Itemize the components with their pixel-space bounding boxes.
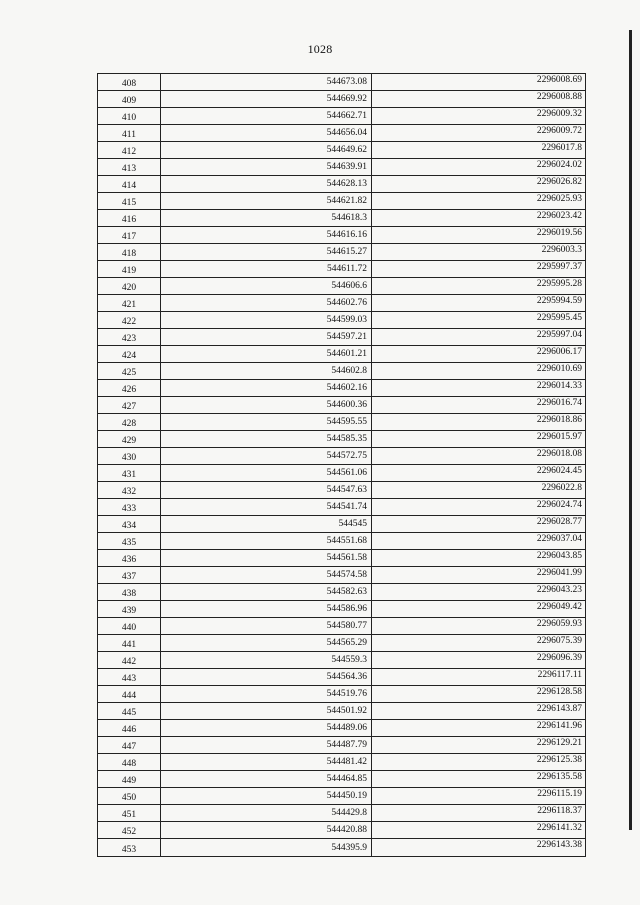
y-coordinate-cell: 2296014.33 (536, 381, 582, 391)
y-coordinate-cell: 2296015.97 (536, 432, 582, 442)
point-number-cell: 448 (98, 754, 161, 770)
x-coordinate-cell: 544611.72 (161, 261, 372, 277)
point-number-cell: 413 (98, 159, 161, 175)
point-number-cell: 443 (98, 669, 161, 685)
x-coordinate-cell: 544673.08 (161, 74, 372, 90)
y-coordinate-cell: 2296024.02 (536, 160, 582, 170)
point-number-cell: 437 (98, 567, 161, 583)
table-row (98, 839, 585, 856)
table-row (98, 635, 585, 652)
x-coordinate-cell: 544561.58 (161, 550, 372, 566)
x-coordinate-cell: 544487.79 (161, 737, 372, 753)
table-row (98, 193, 585, 210)
point-number-cell: 442 (98, 652, 161, 668)
point-number-cell: 449 (98, 771, 161, 787)
point-number-cell: 441 (98, 635, 161, 651)
x-coordinate-cell: 544547.63 (161, 482, 372, 498)
table-row (98, 465, 585, 482)
y-coordinate-cell: 2296017.8 (541, 143, 582, 153)
y-coordinate-cell: 2296016.74 (536, 398, 582, 408)
y-coordinate-cell: 2296143.38 (536, 840, 582, 850)
y-coordinate-cell: 2296018.08 (536, 449, 582, 459)
table-row (98, 346, 585, 363)
point-number-cell: 429 (98, 431, 161, 447)
table-row (98, 244, 585, 261)
y-coordinate-cell: 2295997.37 (536, 262, 582, 272)
y-coordinate-cell: 2296096.39 (536, 653, 582, 663)
table-row (98, 618, 585, 635)
table-row (98, 159, 585, 176)
table-row (98, 414, 585, 431)
point-number-cell: 446 (98, 720, 161, 736)
point-number-cell: 436 (98, 550, 161, 566)
y-coordinate-cell: 2296118.37 (537, 806, 582, 816)
table-row (98, 533, 585, 550)
point-number-cell: 435 (98, 533, 161, 549)
table-row (98, 567, 585, 584)
y-coordinate-cell: 2296024.74 (536, 500, 582, 510)
table-row (98, 550, 585, 567)
point-number-cell: 411 (98, 125, 161, 141)
x-coordinate-cell: 544621.82 (161, 193, 372, 209)
point-number-cell: 438 (98, 584, 161, 600)
x-coordinate-cell: 544489.06 (161, 720, 372, 736)
point-number-cell: 428 (98, 414, 161, 430)
table-row (98, 295, 585, 312)
x-coordinate-cell: 544464.85 (161, 771, 372, 787)
x-coordinate-cell: 544616.16 (161, 227, 372, 243)
point-number-cell: 444 (98, 686, 161, 702)
point-number-cell: 425 (98, 363, 161, 379)
table-row (98, 482, 585, 499)
y-coordinate-cell: 2296037.04 (536, 534, 582, 544)
y-coordinate-cell: 2296043.85 (536, 551, 582, 561)
point-number-cell: 409 (98, 91, 161, 107)
x-coordinate-cell: 544564.36 (161, 669, 372, 685)
point-number-cell: 451 (98, 805, 161, 821)
x-coordinate-cell: 544656.04 (161, 125, 372, 141)
table-row (98, 397, 585, 414)
y-coordinate-cell: 2296024.45 (536, 466, 582, 476)
x-coordinate-cell: 544669.92 (161, 91, 372, 107)
x-coordinate-cell: 544561.06 (161, 465, 372, 481)
table-row (98, 261, 585, 278)
y-coordinate-cell: 2296003.3 (541, 245, 582, 255)
point-number-cell: 416 (98, 210, 161, 226)
table-row (98, 584, 585, 601)
table-row (98, 737, 585, 754)
y-coordinate-cell: 2295995.28 (536, 279, 582, 289)
y-coordinate-cell: 2296008.88 (536, 92, 582, 102)
y-coordinate-cell: 2296041.99 (536, 568, 582, 578)
table-row (98, 74, 585, 91)
y-coordinate-cell: 2296022.8 (541, 483, 582, 493)
point-number-cell: 420 (98, 278, 161, 294)
y-coordinate-cell: 2295997.04 (536, 330, 582, 340)
point-number-cell: 410 (98, 108, 161, 124)
x-coordinate-cell: 544545 (161, 516, 372, 532)
point-number-cell: 418 (98, 244, 161, 260)
point-number-cell: 422 (98, 312, 161, 328)
table-row (98, 669, 585, 686)
table-row (98, 448, 585, 465)
point-number-cell: 421 (98, 295, 161, 311)
x-coordinate-cell: 544597.21 (161, 329, 372, 345)
table-row (98, 312, 585, 329)
x-coordinate-cell: 544420.88 (161, 822, 372, 838)
y-coordinate-cell: 2296008.69 (536, 75, 582, 85)
y-coordinate-cell: 2296009.72 (536, 126, 582, 136)
y-coordinate-cell: 2296117.11 (537, 670, 582, 680)
table-row (98, 771, 585, 788)
point-number-cell: 427 (98, 397, 161, 413)
table-row (98, 125, 585, 142)
page-edge-rule (629, 30, 632, 830)
table-row (98, 720, 585, 737)
point-number-cell: 440 (98, 618, 161, 634)
point-number-cell: 424 (98, 346, 161, 362)
y-coordinate-cell: 2295994.59 (536, 296, 582, 306)
x-coordinate-cell: 544582.63 (161, 584, 372, 600)
y-coordinate-cell: 2296143.87 (536, 704, 582, 714)
x-coordinate-cell: 544565.29 (161, 635, 372, 651)
table-row (98, 516, 585, 533)
y-coordinate-cell: 2296028.77 (536, 517, 582, 527)
table-row (98, 601, 585, 618)
point-number-cell: 419 (98, 261, 161, 277)
point-number-cell: 445 (98, 703, 161, 719)
y-coordinate-cell: 2296049.42 (536, 602, 582, 612)
point-number-cell: 447 (98, 737, 161, 753)
x-coordinate-cell: 544615.27 (161, 244, 372, 260)
point-number-cell: 434 (98, 516, 161, 532)
y-coordinate-cell: 2296023.42 (536, 211, 582, 221)
point-number-cell: 430 (98, 448, 161, 464)
table-row (98, 278, 585, 295)
x-coordinate-cell: 544602.8 (161, 363, 372, 379)
table-row (98, 91, 585, 108)
point-number-cell: 453 (98, 839, 161, 856)
point-number-cell: 426 (98, 380, 161, 396)
y-coordinate-cell: 2296019.56 (536, 228, 582, 238)
coordinate-table (97, 73, 586, 857)
y-coordinate-cell: 2295995.45 (536, 313, 582, 323)
point-number-cell: 433 (98, 499, 161, 515)
y-coordinate-cell: 2296075.39 (536, 636, 582, 646)
table-row (98, 805, 585, 822)
x-coordinate-cell: 544450.19 (161, 788, 372, 804)
y-coordinate-cell: 2296135.58 (536, 772, 582, 782)
y-coordinate-cell: 2296128.58 (536, 687, 582, 697)
y-coordinate-cell: 2296129.21 (536, 738, 582, 748)
table-row (98, 329, 585, 346)
y-coordinate-cell: 2296009.32 (536, 109, 582, 119)
x-coordinate-cell: 544574.58 (161, 567, 372, 583)
x-coordinate-cell: 544572.75 (161, 448, 372, 464)
x-coordinate-cell: 544600.36 (161, 397, 372, 413)
point-number-cell: 415 (98, 193, 161, 209)
x-coordinate-cell: 544628.13 (161, 176, 372, 192)
y-coordinate-cell: 2296059.93 (536, 619, 582, 629)
table-row (98, 176, 585, 193)
table-row (98, 499, 585, 516)
table-row (98, 380, 585, 397)
x-coordinate-cell: 544601.21 (161, 346, 372, 362)
y-coordinate-cell: 2296125.38 (536, 755, 582, 765)
table-row (98, 822, 585, 839)
point-number-cell: 452 (98, 822, 161, 838)
x-coordinate-cell: 544602.76 (161, 295, 372, 311)
x-coordinate-cell: 544580.77 (161, 618, 372, 634)
page-number: 1028 (307, 42, 333, 56)
x-coordinate-cell: 544585.35 (161, 431, 372, 447)
x-coordinate-cell: 544559.3 (161, 652, 372, 668)
x-coordinate-cell: 544586.96 (161, 601, 372, 617)
y-coordinate-cell: 2296026.82 (536, 177, 582, 187)
x-coordinate-cell: 544662.71 (161, 108, 372, 124)
table-row (98, 788, 585, 805)
point-number-cell: 408 (98, 74, 161, 90)
table-row (98, 754, 585, 771)
table-row (98, 227, 585, 244)
table-row (98, 142, 585, 159)
x-coordinate-cell: 544519.76 (161, 686, 372, 702)
x-coordinate-cell: 544599.03 (161, 312, 372, 328)
point-number-cell: 432 (98, 482, 161, 498)
point-number-cell: 439 (98, 601, 161, 617)
y-coordinate-cell: 2296010.69 (536, 364, 582, 374)
x-coordinate-cell: 544602.16 (161, 380, 372, 396)
table-row (98, 210, 585, 227)
y-coordinate-cell: 2296043.23 (536, 585, 582, 595)
y-coordinate-cell: 2296141.32 (536, 823, 582, 833)
table-row (98, 686, 585, 703)
x-coordinate-cell: 544595.55 (161, 414, 372, 430)
point-number-cell: 417 (98, 227, 161, 243)
table-row (98, 108, 585, 125)
point-number-cell: 450 (98, 788, 161, 804)
y-coordinate-cell: 2296018.86 (536, 415, 582, 425)
x-coordinate-cell: 544501.92 (161, 703, 372, 719)
x-coordinate-cell: 544395.9 (161, 839, 372, 856)
x-coordinate-cell: 544618.3 (161, 210, 372, 226)
point-number-cell: 431 (98, 465, 161, 481)
x-coordinate-cell: 544649.62 (161, 142, 372, 158)
table-row (98, 652, 585, 669)
y-coordinate-cell: 2296115.19 (537, 789, 582, 799)
y-coordinate-cell: 2296141.96 (536, 721, 582, 731)
x-coordinate-cell: 544551.68 (161, 533, 372, 549)
x-coordinate-cell: 544481.42 (161, 754, 372, 770)
x-coordinate-cell: 544541.74 (161, 499, 372, 515)
y-coordinate-cell: 2296006.17 (536, 347, 582, 357)
point-number-cell: 423 (98, 329, 161, 345)
point-number-cell: 414 (98, 176, 161, 192)
table-row (98, 431, 585, 448)
x-coordinate-cell: 544429.8 (161, 805, 372, 821)
x-coordinate-cell: 544639.91 (161, 159, 372, 175)
y-coordinate-cell: 2296025.93 (536, 194, 582, 204)
point-number-cell: 412 (98, 142, 161, 158)
table-row (98, 363, 585, 380)
x-coordinate-cell: 544606.6 (161, 278, 372, 294)
table-row (98, 703, 585, 720)
